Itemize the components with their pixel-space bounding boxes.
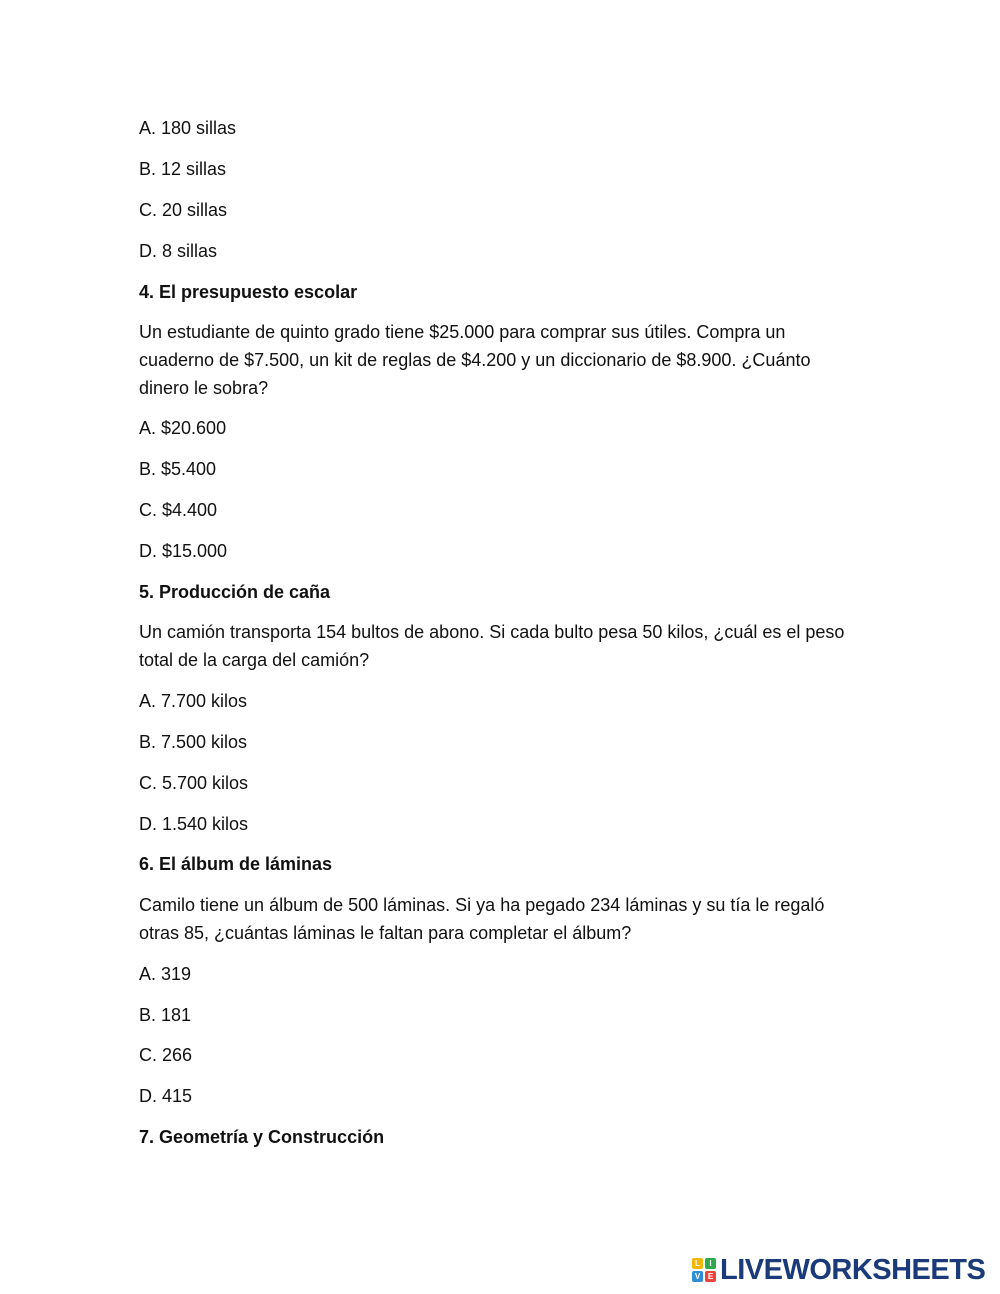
q4-title: 4. El presupuesto escolar [139, 282, 358, 302]
q5-option-d[interactable]: D. 1.540 kilos [139, 814, 249, 834]
q6-text: Camilo tiene un álbum de 500 láminas. Si ya ha pegado 234 láminas y su tía le regaló otras 85, ¿cuántas láminas le faltan para completar el álbum? [139, 895, 825, 943]
q6-option-a[interactable]: A. 319 [139, 964, 192, 984]
liveworksheets-logo [692, 1254, 985, 1286]
logo-tile-e: E [705, 1271, 716, 1282]
q4-text: Un estudiante de quinto grado tiene $25.000 para comprar sus útiles. Compra un cuaderno de $7.500, un kit de reglas de $4.200 y un diccionario de $8.900. ¿Cuánto dinero le sobra? [139, 322, 811, 398]
q4-option-d[interactable]: D. $15.000 [139, 541, 228, 561]
logo-tile-l: L [692, 1258, 703, 1269]
q6-title: 6. El álbum de láminas [139, 854, 333, 874]
q6-option-d[interactable]: D. 415 [139, 1086, 193, 1106]
q4-option-c[interactable]: C. $4.400 [139, 500, 218, 520]
q3-option-a[interactable]: A. 180 sillas [139, 118, 237, 138]
logo-tile-i: I [705, 1258, 716, 1269]
q6-option-b[interactable]: B. 181 [139, 1005, 192, 1025]
q5-option-b[interactable]: B. 7.500 kilos [139, 732, 248, 752]
q7-title: 7. Geometría y Construcción [139, 1127, 385, 1147]
q4-option-a[interactable]: A. $20.600 [139, 418, 227, 438]
q6-option-c[interactable]: C. 266 [139, 1045, 193, 1065]
q4-option-b[interactable]: B. $5.400 [139, 459, 217, 479]
logo-text: LIVEWORKSHEETS [720, 1253, 986, 1286]
q3-option-d[interactable]: D. 8 sillas [139, 241, 218, 261]
q3-option-c[interactable]: C. 20 sillas [139, 200, 228, 220]
q3-option-b[interactable]: B. 12 sillas [139, 159, 227, 179]
q5-option-a[interactable]: A. 7.700 kilos [139, 691, 248, 711]
logo-tile-v: V [692, 1271, 703, 1282]
q5-option-c[interactable]: C. 5.700 kilos [139, 773, 249, 793]
logo-mark-icon [692, 1258, 716, 1282]
q5-title: 5. Producción de caña [139, 582, 331, 602]
q5-text: Un camión transporta 154 bultos de abono. Si cada bulto pesa 50 kilos, ¿cuál es el peso total de la carga del camión? [139, 622, 845, 670]
